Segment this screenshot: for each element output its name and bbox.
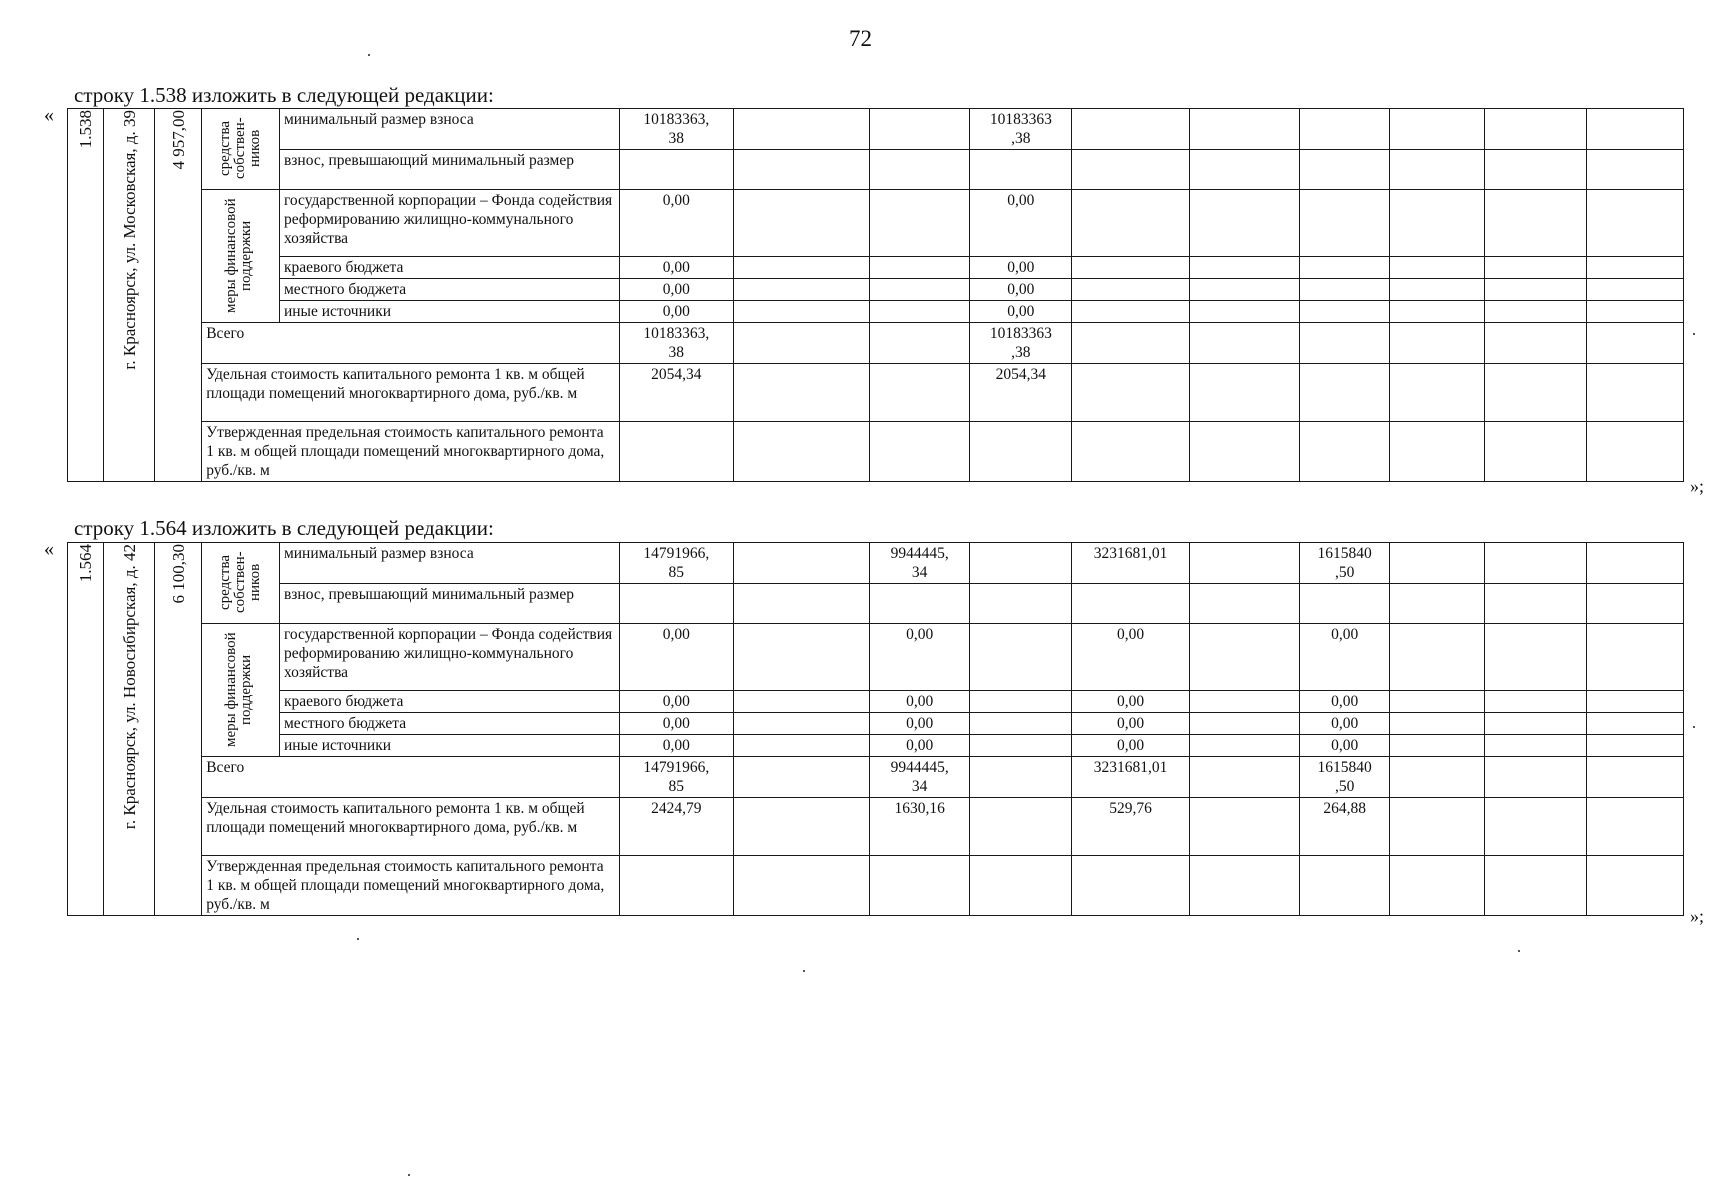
scan-speck — [1693, 726, 1695, 728]
address: г. Красноярск, ул. Московская, д. 39 — [119, 110, 139, 370]
table-row — [68, 109, 1684, 150]
row-number-cell — [68, 543, 104, 916]
value-cell — [619, 856, 733, 916]
row-label: Всего — [202, 757, 620, 798]
table-row — [68, 300, 1684, 322]
row-number-cell — [68, 109, 104, 482]
row-label: местного бюджета — [279, 278, 619, 300]
empty-cell — [1586, 856, 1683, 916]
group-owners-label: средства собствен-ников — [217, 117, 264, 179]
row-number: 1.564 — [76, 544, 96, 583]
value-cell — [1072, 422, 1189, 482]
table-row — [68, 364, 1684, 422]
empty-cell — [1586, 109, 1683, 150]
table-row — [68, 422, 1684, 482]
value-cell: 0,00 — [1072, 734, 1189, 756]
value-cell — [1189, 109, 1300, 150]
value-cell — [733, 364, 869, 422]
value-cell — [733, 856, 869, 916]
value-cell — [1189, 364, 1300, 422]
value-cell: 0,00 — [619, 712, 733, 734]
row-label: местного бюджета — [279, 712, 619, 734]
row-label: краевого бюджета — [279, 690, 619, 712]
empty-cell — [1389, 190, 1484, 257]
value-cell — [1189, 690, 1300, 712]
value-cell: 2424,79 — [619, 798, 733, 856]
value-cell — [970, 422, 1072, 482]
value-cell — [1300, 300, 1389, 322]
area-cell — [155, 109, 202, 482]
value-cell — [733, 422, 869, 482]
row-label: государственной корпорации – Фонда содействия реформированию жилищно-коммунального хозяйства — [279, 190, 619, 257]
value-cell: 0,00 — [1072, 690, 1189, 712]
open-quote: « — [44, 538, 54, 560]
empty-cell — [1484, 323, 1586, 364]
row-number: 1.538 — [76, 110, 96, 149]
table-row — [68, 624, 1684, 691]
value-cell: 0,00 — [619, 190, 733, 257]
value-cell: 0,00 — [970, 300, 1072, 322]
empty-cell — [1586, 712, 1683, 734]
value-cell: 0,00 — [970, 190, 1072, 257]
value-cell — [970, 712, 1072, 734]
empty-cell — [1586, 584, 1683, 624]
empty-cell — [1389, 543, 1484, 584]
empty-cell — [1586, 256, 1683, 278]
value-cell — [619, 422, 733, 482]
value-cell: 0,00 — [619, 734, 733, 756]
value-cell — [1189, 190, 1300, 257]
area: 6 100,30 — [168, 544, 188, 604]
empty-cell — [1484, 757, 1586, 798]
value-cell — [733, 757, 869, 798]
empty-cell — [1389, 624, 1484, 691]
amendment-table — [67, 542, 1684, 916]
table-row — [68, 757, 1684, 798]
row-label: Утвержденная предельная стоимость капитального ремонта 1 кв. м общей площади помещений многоквартирного дома, руб./кв. м — [202, 422, 620, 482]
value-cell: 0,00 — [970, 256, 1072, 278]
value-cell — [870, 323, 970, 364]
value-cell: 2054,34 — [619, 364, 733, 422]
empty-cell — [1389, 278, 1484, 300]
value-cell — [1300, 584, 1389, 624]
value-cell — [970, 624, 1072, 691]
empty-cell — [1389, 300, 1484, 322]
empty-cell — [1586, 624, 1683, 691]
empty-cell — [1389, 422, 1484, 482]
empty-cell — [1484, 109, 1586, 150]
value-cell — [733, 190, 869, 257]
empty-cell — [1484, 624, 1586, 691]
table-row — [68, 323, 1684, 364]
value-cell: 529,76 — [1072, 798, 1189, 856]
table-row — [68, 690, 1684, 712]
value-cell — [1300, 323, 1389, 364]
value-cell — [870, 190, 970, 257]
value-cell — [1189, 323, 1300, 364]
empty-cell — [1586, 690, 1683, 712]
scan-speck — [408, 1174, 410, 1176]
value-cell — [733, 624, 869, 691]
group-support-label: меры финансовой поддержки — [222, 198, 254, 314]
empty-cell — [1484, 278, 1586, 300]
value-cell — [733, 300, 869, 322]
value-cell: 3231681,01 — [1072, 543, 1189, 584]
close-quote: »; — [1690, 906, 1705, 926]
table-row — [68, 856, 1684, 916]
empty-cell — [1484, 856, 1586, 916]
value-cell — [1189, 150, 1300, 190]
empty-cell — [1586, 150, 1683, 190]
value-cell — [733, 712, 869, 734]
table-row — [68, 584, 1684, 624]
value-cell — [1300, 150, 1389, 190]
value-cell — [870, 300, 970, 322]
value-cell — [1072, 300, 1189, 322]
value-cell — [1189, 278, 1300, 300]
open-quote: « — [44, 104, 54, 126]
value-cell — [1189, 757, 1300, 798]
empty-cell — [1484, 150, 1586, 190]
row-label: минимальный размер взноса — [279, 543, 619, 584]
empty-cell — [1389, 150, 1484, 190]
empty-cell — [1389, 734, 1484, 756]
scan-speck — [803, 970, 805, 972]
table-row — [68, 190, 1684, 257]
value-cell — [1189, 584, 1300, 624]
value-cell — [1072, 256, 1189, 278]
value-cell — [1189, 300, 1300, 322]
value-cell: 3231681,01 — [1072, 757, 1189, 798]
value-cell — [733, 584, 869, 624]
value-cell — [870, 150, 970, 190]
value-cell: 1630,16 — [870, 798, 970, 856]
value-cell — [870, 278, 970, 300]
table-row — [68, 543, 1684, 584]
value-cell — [1300, 190, 1389, 257]
row-label: Удельная стоимость капитального ремонта 1 кв. м общей площади помещений многоквартирного дома, руб./кв. м — [202, 798, 620, 856]
area: 4 957,00 — [168, 110, 188, 170]
empty-cell — [1484, 364, 1586, 422]
empty-cell — [1484, 422, 1586, 482]
value-cell: 14791966, 85 — [619, 757, 733, 798]
value-cell — [970, 798, 1072, 856]
scan-speck — [1693, 333, 1695, 335]
value-cell — [870, 422, 970, 482]
row-label: краевого бюджета — [279, 256, 619, 278]
value-cell — [733, 323, 869, 364]
address-cell — [104, 109, 155, 482]
value-cell — [970, 150, 1072, 190]
value-cell — [1072, 584, 1189, 624]
row-label: взнос, превышающий минимальный размер — [279, 150, 619, 190]
value-cell: 0,00 — [1300, 690, 1389, 712]
empty-cell — [1484, 712, 1586, 734]
value-cell — [733, 690, 869, 712]
value-cell — [733, 256, 869, 278]
value-cell: 9944445, 34 — [870, 543, 970, 584]
empty-cell — [1389, 584, 1484, 624]
table-row — [68, 734, 1684, 756]
value-cell — [1189, 422, 1300, 482]
value-cell — [1189, 856, 1300, 916]
value-cell — [1072, 364, 1189, 422]
value-cell — [619, 584, 733, 624]
value-cell: 10183363, 38 — [619, 323, 733, 364]
empty-cell — [1484, 690, 1586, 712]
value-cell: 0,00 — [970, 278, 1072, 300]
value-cell — [1300, 856, 1389, 916]
value-cell: 0,00 — [870, 734, 970, 756]
table-row — [68, 278, 1684, 300]
row-label: иные источники — [279, 300, 619, 322]
value-cell — [1300, 256, 1389, 278]
empty-cell — [1586, 190, 1683, 257]
value-cell: 0,00 — [1300, 624, 1389, 691]
amendment-caption: строку 1.538 изложить в следующей редакции: — [74, 83, 494, 107]
empty-cell — [1389, 256, 1484, 278]
empty-cell — [1586, 278, 1683, 300]
empty-cell — [1389, 856, 1484, 916]
row-label: взнос, превышающий минимальный размер — [279, 584, 619, 624]
value-cell: 0,00 — [1300, 712, 1389, 734]
row-label: минимальный размер взноса — [279, 109, 619, 150]
empty-cell — [1586, 323, 1683, 364]
value-cell — [1189, 712, 1300, 734]
value-cell: 1615840 ,50 — [1300, 543, 1389, 584]
empty-cell — [1389, 323, 1484, 364]
value-cell: 0,00 — [619, 278, 733, 300]
value-cell: 0,00 — [619, 624, 733, 691]
value-cell — [970, 584, 1072, 624]
empty-cell — [1389, 757, 1484, 798]
empty-cell — [1389, 109, 1484, 150]
empty-cell — [1389, 364, 1484, 422]
group-owners-cell — [202, 109, 280, 190]
empty-cell — [1484, 190, 1586, 257]
empty-cell — [1586, 300, 1683, 322]
scan-speck — [368, 54, 370, 56]
row-label: государственной корпорации – Фонда содействия реформированию жилищно-коммунального хозяйства — [279, 624, 619, 691]
value-cell — [970, 543, 1072, 584]
scan-speck — [1518, 950, 1520, 952]
value-cell — [1189, 624, 1300, 691]
empty-cell — [1389, 690, 1484, 712]
value-cell — [1072, 323, 1189, 364]
empty-cell — [1389, 798, 1484, 856]
amendment-table — [67, 108, 1684, 482]
group-owners-cell — [202, 543, 280, 624]
value-cell — [733, 543, 869, 584]
address: г. Красноярск, ул. Новосибирская, д. 42 — [119, 544, 139, 830]
value-cell: 10183363 ,38 — [970, 109, 1072, 150]
value-cell — [1189, 798, 1300, 856]
empty-cell — [1484, 798, 1586, 856]
value-cell: 0,00 — [870, 690, 970, 712]
value-cell: 0,00 — [619, 690, 733, 712]
empty-cell — [1484, 734, 1586, 756]
value-cell: 0,00 — [870, 624, 970, 691]
value-cell: 0,00 — [619, 256, 733, 278]
value-cell — [733, 150, 869, 190]
value-cell — [970, 734, 1072, 756]
value-cell — [870, 256, 970, 278]
value-cell — [1072, 190, 1189, 257]
value-cell — [1072, 278, 1189, 300]
value-cell — [1300, 109, 1389, 150]
value-cell: 0,00 — [870, 712, 970, 734]
value-cell — [733, 278, 869, 300]
empty-cell — [1484, 543, 1586, 584]
value-cell: 1615840 ,50 — [1300, 757, 1389, 798]
empty-cell — [1586, 798, 1683, 856]
value-cell — [733, 734, 869, 756]
empty-cell — [1484, 584, 1586, 624]
value-cell: 10183363 ,38 — [970, 323, 1072, 364]
value-cell — [733, 798, 869, 856]
value-cell: 264,88 — [1300, 798, 1389, 856]
value-cell: 2054,34 — [970, 364, 1072, 422]
empty-cell — [1484, 300, 1586, 322]
value-cell: 0,00 — [1300, 734, 1389, 756]
value-cell: 14791966, 85 — [619, 543, 733, 584]
table-row — [68, 798, 1684, 856]
empty-cell — [1586, 543, 1683, 584]
close-quote: »; — [1690, 476, 1705, 496]
empty-cell — [1389, 712, 1484, 734]
empty-cell — [1586, 364, 1683, 422]
row-label: Утвержденная предельная стоимость капитального ремонта 1 кв. м общей площади помещений многоквартирного дома, руб./кв. м — [202, 856, 620, 916]
group-support-label: меры финансовой поддержки — [222, 632, 254, 748]
value-cell — [1189, 734, 1300, 756]
value-cell — [870, 364, 970, 422]
value-cell — [1300, 364, 1389, 422]
value-cell — [870, 856, 970, 916]
empty-cell — [1586, 734, 1683, 756]
area-cell — [155, 543, 202, 916]
group-support-cell — [202, 624, 280, 757]
value-cell: 0,00 — [1072, 712, 1189, 734]
value-cell: 0,00 — [1072, 624, 1189, 691]
value-cell — [870, 584, 970, 624]
table-row — [68, 712, 1684, 734]
value-cell: 10183363, 38 — [619, 109, 733, 150]
value-cell — [1189, 543, 1300, 584]
page-number: 72 — [849, 26, 872, 51]
empty-cell — [1586, 422, 1683, 482]
empty-cell — [1586, 757, 1683, 798]
table-row — [68, 150, 1684, 190]
row-label: Всего — [202, 323, 620, 364]
row-label: Удельная стоимость капитального ремонта 1 кв. м общей площади помещений многоквартирного дома, руб./кв. м — [202, 364, 620, 422]
value-cell — [1300, 278, 1389, 300]
amendment-caption: строку 1.564 изложить в следующей редакции: — [74, 516, 494, 540]
value-cell — [1072, 109, 1189, 150]
group-support-cell — [202, 190, 280, 323]
value-cell — [1072, 856, 1189, 916]
address-cell — [104, 543, 155, 916]
value-cell — [1072, 150, 1189, 190]
scan-speck — [357, 938, 359, 940]
empty-cell — [1484, 256, 1586, 278]
row-label: иные источники — [279, 734, 619, 756]
value-cell — [619, 150, 733, 190]
value-cell: 0,00 — [619, 300, 733, 322]
value-cell — [970, 757, 1072, 798]
value-cell — [1189, 256, 1300, 278]
value-cell — [733, 109, 869, 150]
table-row — [68, 256, 1684, 278]
value-cell — [970, 856, 1072, 916]
group-owners-label: средства собствен-ников — [217, 551, 264, 613]
value-cell — [1300, 422, 1389, 482]
value-cell — [970, 690, 1072, 712]
value-cell: 9944445, 34 — [870, 757, 970, 798]
value-cell — [870, 109, 970, 150]
